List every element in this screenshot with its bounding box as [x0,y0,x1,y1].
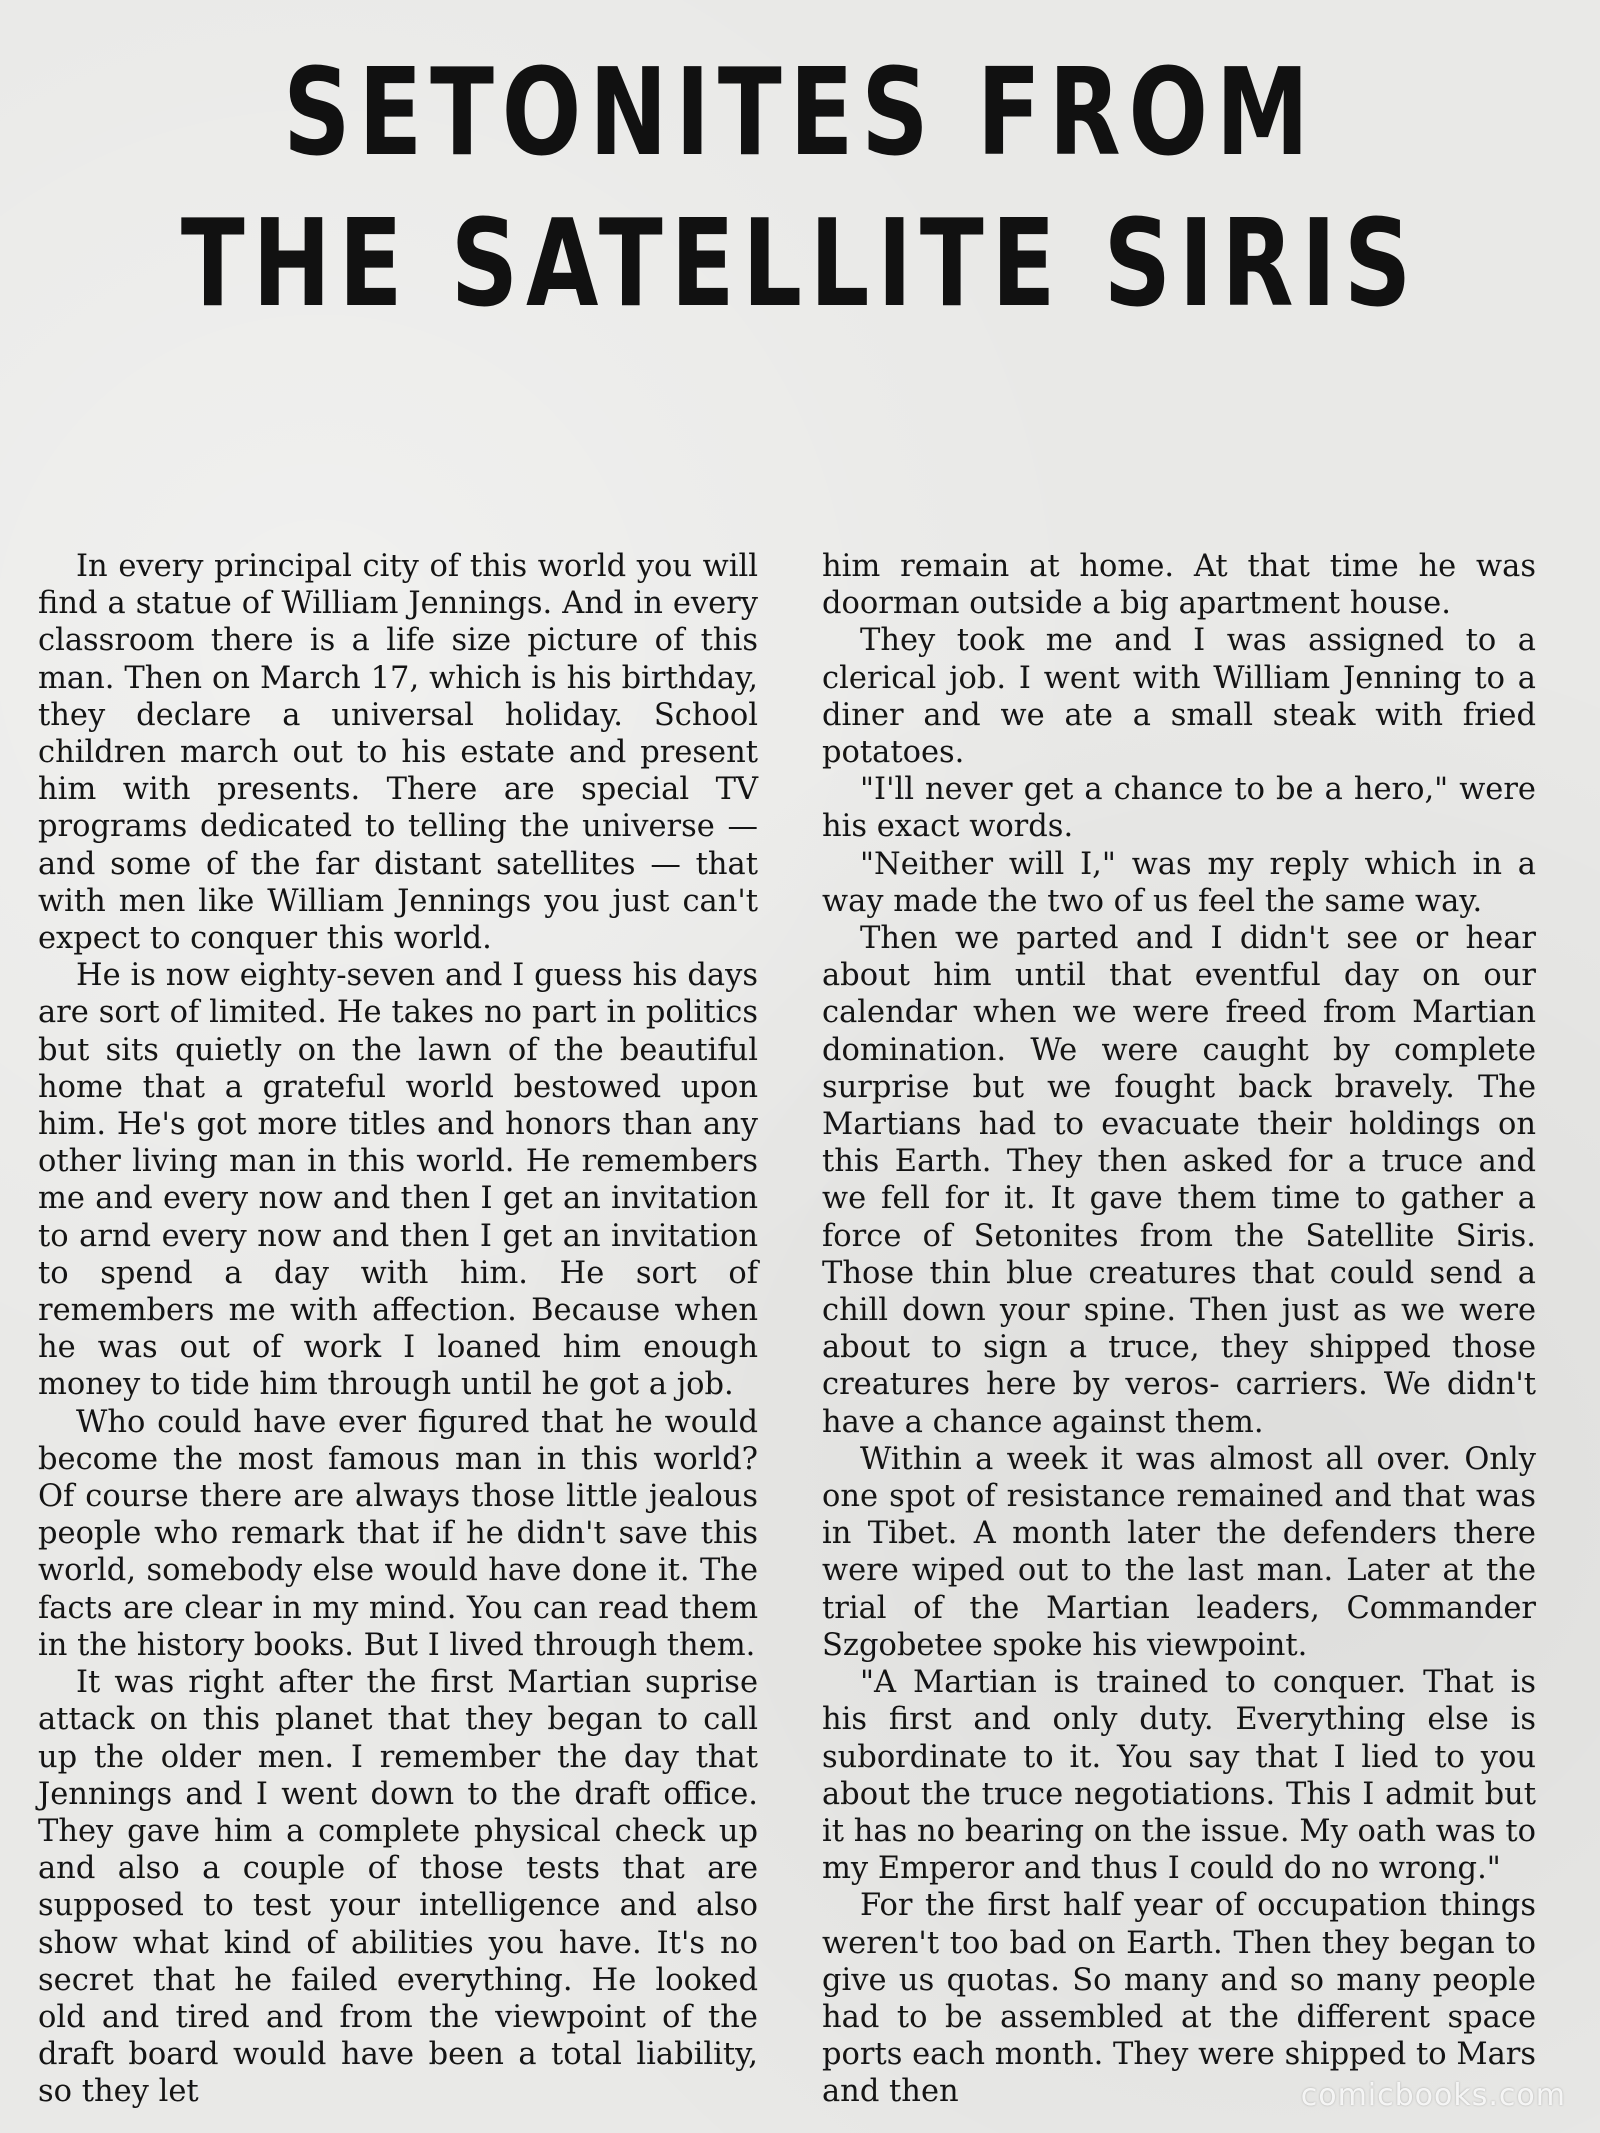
paragraph: "Neither will I," was my reply which in a way made the two of us feel the same way. [822,846,1536,919]
paragraph: him remain at home. At that time he was doorman outside a big apartment house. [822,549,1536,622]
right-column [822,548,1536,2111]
paragraph: Then we parted and I didn't see or hear about him until that eventful day on our calendar when we were freed from Martian domination. We were caught by complete surprise but we fought back bravely. The Martians had to evacuate their holdings on this Earth. They then asked for a truce and we fell for it. It gave them time to gather a force of Setonites from the Satellite Siris. Those thin blue creatures that could send a chill down your spine. Then just as we were about to sign a truce, they shipped those creatures here by veros- carriers. We didn't have a chance against them. [822,921,1536,1440]
paragraph: Who could have ever figured that he would become the most famous man in this world? Of course there are always those little jealous people who remark that if he didn't save this world, somebody else would have done it. The facts are clear in my mind. You can read them in the history books. But I lived through them. [38,1404,758,1663]
paragraph: "A Martian is trained to conquer. That is his first and only duty. Everything else is subordinate to it. You say that I lied to you about the truce negotiations. This I admit but it has no bearing on the issue. My oath was to my Emperor and thus I could do no wrong." [822,1665,1536,1887]
paragraph: In every principal city of this world you will find a statue of William Jennings. And in every classroom there is a life size picture of this man. Then on March 17, which is his birthday, they declare a universal holiday. School children march out to his estate and present him with presents. There are special TV programs dedicated to telling the universe — and some of the far distant satellites — that with men like William Jennings you just can't expect to conquer this world. [38,549,758,957]
paragraph: Within a week it was almost all over. Only one spot of resistance remained and that was in Tibet. A month later the defenders there were wiped out to the last man. Later at the trial of the Martian leaders, Commander Szgobetee spoke his viewpoint. [822,1441,1536,1663]
left-column [38,548,758,2111]
paragraph: For the first half year of occupation things weren't too bad on Earth. Then they began to give us quotas. So many and so many people had to be assembled at the different space ports each month. They were shipped to Mars and then [822,1888,1536,2110]
title-line-2: THE SATELLITE SIRIS [180,195,1420,334]
paragraph: "I'll never get a chance to be a hero," were his exact words. [822,772,1536,845]
watermark: comicbooks.com [1300,2078,1566,2113]
paragraph: It was right after the first Martian suprise attack on this planet that they began to call up the older men. I remember the day that Jennings and I went down to the draft office. They gave him a complete physical check up and also a couple of those tests that are supposed to test your intelligence and also show what kind of abilities you have. It's no secret that he failed everything. He looked old and tired and from the viewpoint of the draft board would have been a total liability, so they let [38,1665,758,2110]
paragraph: They took me and I was assigned to a clerical job. I went with William Jenning to a diner and we ate a small steak with fried potatoes. [822,623,1536,771]
title-line-1: SETONITES FROM [283,44,1317,183]
paragraph: He is now eighty-seven and I guess his days are sort of limited. He takes no part in politics but sits quietly on the lawn of the beautiful home that a grateful world bestowed upon him. He's got more titles and honors than any other living man in this world. He remembers me and every now and then I get an invitation to arnd every now and then I get an invitation to spend a day with him. He sort of remembers me with affection. Because when he was out of work I loaned him enough money to tide him through until he got a job. [38,958,758,1403]
